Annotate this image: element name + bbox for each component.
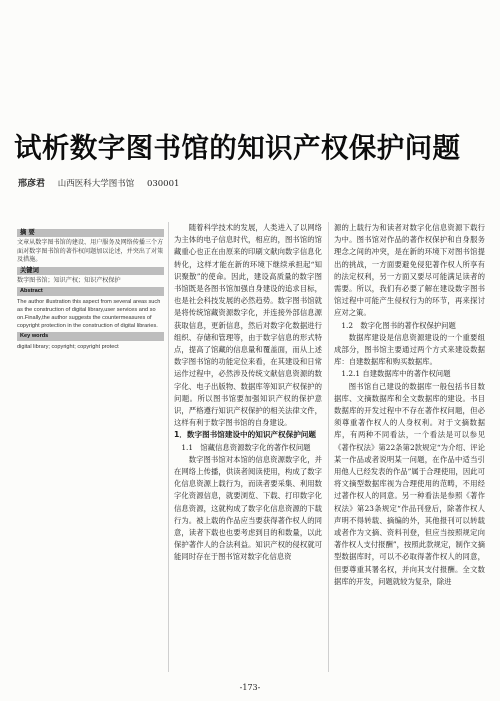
abstract-block [17,228,164,353]
body-paragraph: 随着科学技术的发展，人类进入了以网络为主体的电子信息时代，相应的，图书馆的馆藏重心也正在由原来的印刷文献向数字信息化转化，这样才能在新的环境下继续承担起“知识聚散”的使命。因此，建设高质量的数字图书馆既是各图书馆加强自身建设的追求目标，也是社会科技发展的必然趋势。数字图书馆就是将传统馆藏资源数字化，并连接外部信息源获取信息，更新信息，然后对数字化数据进行组织、存储和管理等，由于数字信息的形式特点，提高了馆藏的信息量和覆盖面，而从上述数字图书馆的功能定位来看，在其建设和日常运作过程中，必然涉及传统文献信息资源的数字化、电子出版物、数据库等知识产权保护的问题。所以图书馆要加强知识产权的保护意识，严格遵行知识产权保护的相关法律文件，这样有利于数字图书馆的自身建设。 [174,223,322,428]
body-paragraph: 源的上载行为和读者对数字化信息资源下载行为中。图书馆对作品的著作权保护和自身服务理念之间的冲突，是在新的环境下对图书馆提出的挑战，一方面要避免侵犯著作权人所享有的法定权利，另一方面又要尽可能满足读者的需要。所以，我们有必要了解在建设数字图书馆过程中可能产生侵权行为的环节，再来探讨应对之策。 [334,223,485,318]
body-paragraph: 图书馆自己建设的数据库一般包括书目数据库、文摘数据库和全文数据库的建设。书目数据库的开发过程中不存在著作权问题，但必须尊重著作权人的人身权利。对于文摘数据库，有两种不同看法，一个看法是可以参见《著作权法》第22条第2款规定“为介绍、评论某一作品或者说明某一问题，在作品中适当引用他人已经发表的作品”属于合理使用，因此可将文摘型数据库视为合理使用的范畴，不用经过著作权人的同意。另一种看法是参照《著作权法》第23条规定“作品刊登后，除著作权人声明不得转载、摘编的外，其他报刊可以转载或者作为文摘、资料刊登，但应当按照规定向著作权人支付报酬”，按照此款规定，制作文摘型数据库时，可以不必取得著作权人的同意，但要尊重其署名权，并向其支付报酬。全文数据库的开发，问题就较为复杂，除进 [334,381,485,586]
keywords-en: digital library; copyright; copyright protect [17,343,119,350]
subsection-heading: 1.2 数字化图书的著作权保护问题 [341,320,456,330]
abstract-en: The author illustration this aspect from several areas such as the construction of digital library,user services and so on.Finally,the author suggests the countermeasures of copyright protection in the construction of digital libraries. [17,298,161,330]
article-title: 试析数字图书馆的知识产权保护问题 [14,132,461,164]
postcode: 030001 [146,179,180,189]
column-divider [168,222,169,672]
abstract-en-label: Abstract [17,287,164,295]
keywords-cn: 数字图书馆；知识产权；知识产权保护 [17,276,121,284]
author-name: 邢彦君 [18,179,46,189]
page-number: -173- [239,683,261,692]
byline [18,176,189,189]
body-paragraph: 数字图书馆对本馆的信息资源数字化，并在网络上传播，供读者阅读使用，构成了数字化信息资源上载行为，而读者要采集、利用数字化资源信息，就要浏览、下载、打印数字化信息资源，这就构成了数字化信息资源的下载行为。被上载的作品应当要获得著作权人的同意，读者下载也也要考虑到目的和数量，以此保护著作人的合法利益。知识产权的侵权就可能同时存在于图书馆对数字化信息资 [174,454,322,562]
author-affiliation: 山西医科大学图书馆 [57,179,135,189]
abstract-cn: 文章从数字图书馆的建设、用户服务及网络传播三个方面对数字图书馆的著作权问题加以论述，并突出了对策及措施。 [17,239,164,264]
subsection-heading: 1.2.1 自建数据库中的著作权问题 [341,369,451,379]
keywords-cn-label: 关键词 [17,267,164,275]
abstract-cn-label: 摘 要 [17,229,164,237]
subsection-heading: 1.1 馆藏信息资源数字化的著作权问题 [181,442,311,452]
keywords-en-label: Key words [17,332,164,340]
section-heading: 1．数字图书馆建设中的知识产权保护问题 [174,430,316,440]
body-paragraph: 数据库建设是信息资源建设的一个重要组成部分，图书馆主要通过两个方式来建设数据库：自建数据库和购买数据库。 [334,332,485,367]
body-column-middle [174,222,322,564]
column-divider [328,222,329,672]
body-column-right [334,222,485,588]
